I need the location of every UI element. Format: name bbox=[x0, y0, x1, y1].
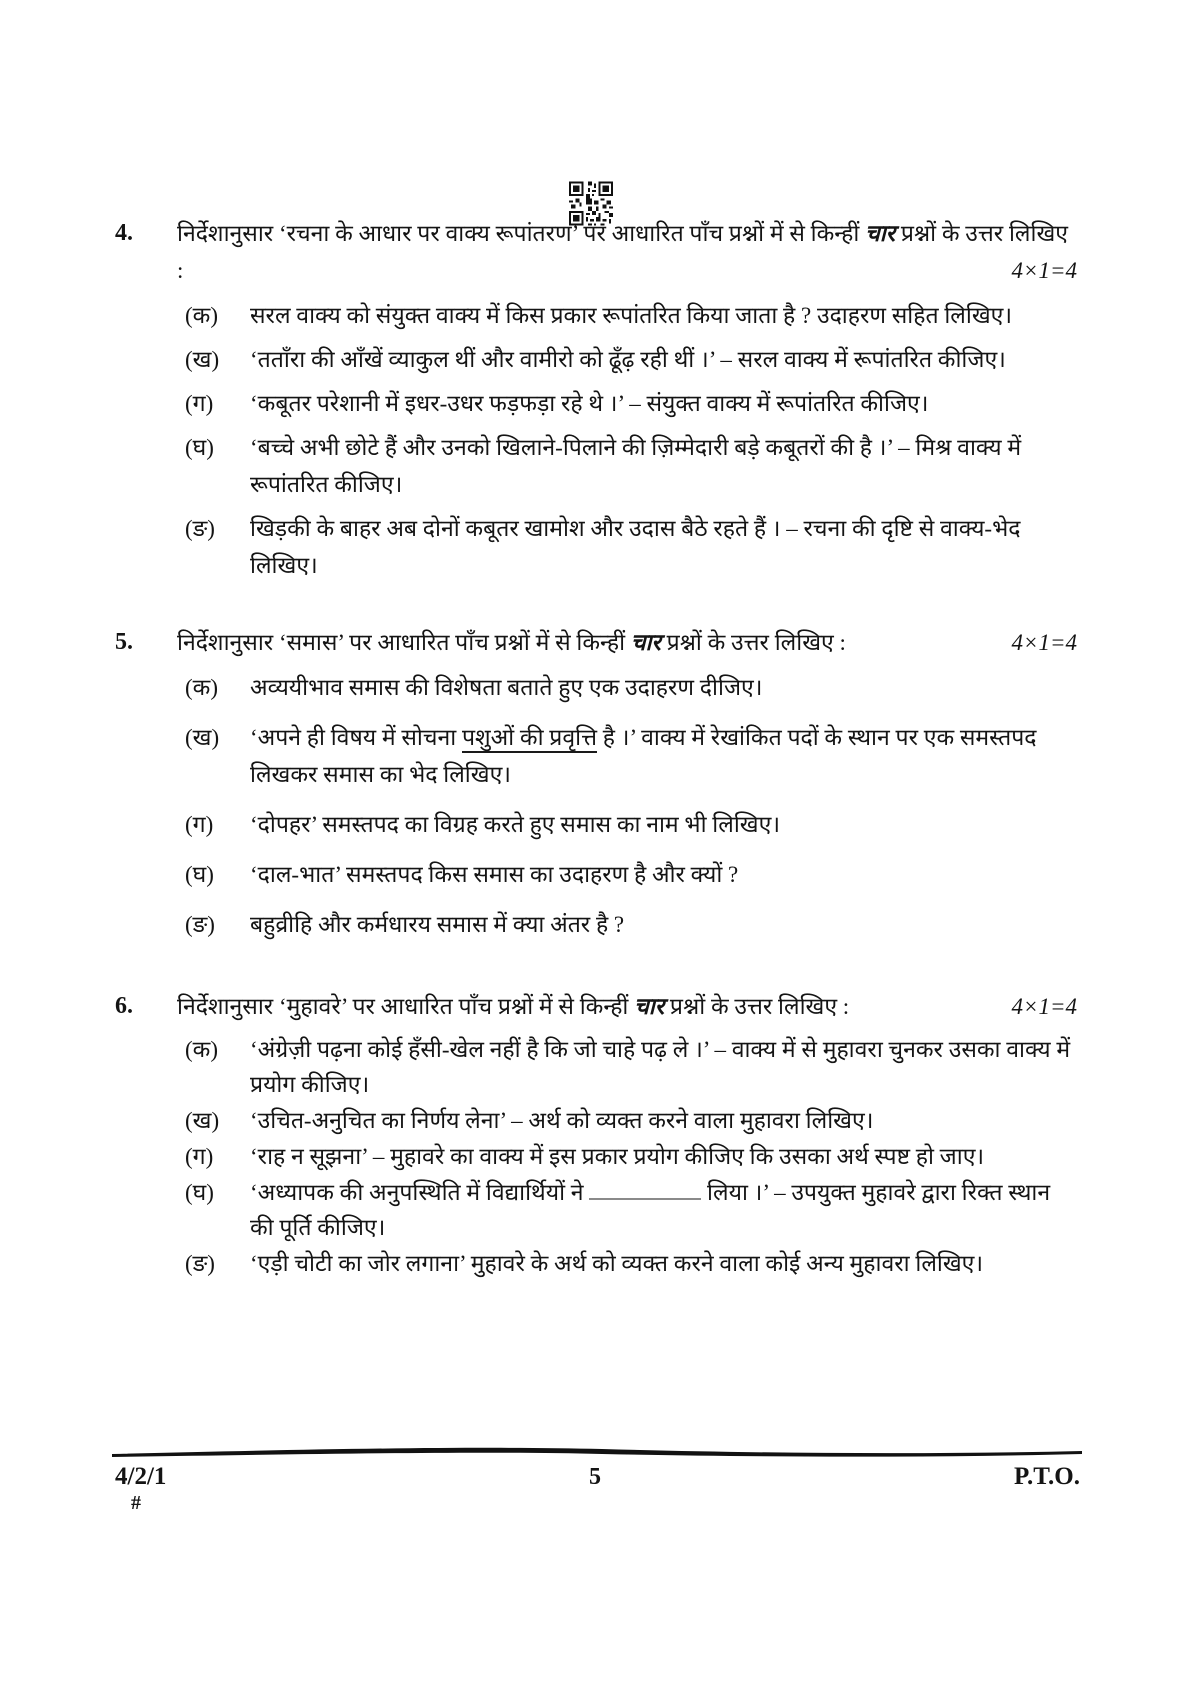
sub-question-text: ‘कबूतर परेशानी में इधर-उधर फड़फड़ा रहे थे ।’ – संयुक्त वाक्य में रूपांतरित कीजिए। bbox=[250, 391, 929, 416]
sub-question bbox=[115, 856, 1077, 893]
sub-question bbox=[115, 1246, 1077, 1281]
question-number: 6. bbox=[115, 993, 133, 1019]
sub-question-text: ‘अपने ही विषय में सोचना पशुओं की प्रवृत्ति है ।’ वाक्य में रेखांकित पदों के स्थान पर एक समस्तपद लिखकर समास का भेद लिखिए। bbox=[250, 725, 1037, 787]
sub-question-label: (घ) bbox=[185, 862, 214, 887]
question-4 bbox=[115, 215, 1077, 584]
sub-question bbox=[115, 719, 1077, 793]
sub-question bbox=[115, 297, 1077, 334]
sub-question-label: (ग) bbox=[185, 1144, 214, 1169]
footer-divider-rule bbox=[112, 1446, 1082, 1460]
bold-keyword: चार bbox=[865, 221, 896, 246]
sub-question-label: (ङ) bbox=[185, 912, 215, 937]
sub-question-label: (ङ) bbox=[185, 516, 215, 541]
sub-question bbox=[115, 806, 1077, 843]
hash-symbol: # bbox=[131, 1492, 141, 1514]
sub-question-label: (क) bbox=[185, 1037, 218, 1062]
sub-question bbox=[115, 385, 1077, 422]
bold-keyword: चार bbox=[630, 630, 661, 655]
sub-question-text: ‘अध्यापक की अनुपस्थिति में विद्यार्थियों ने लिया ।’ – उपयुक्त मुहावरे द्वारा रिक्त स्थान की पूर्ति कीजिए। bbox=[250, 1180, 1051, 1240]
question-5 bbox=[115, 624, 1077, 943]
sub-question bbox=[115, 429, 1077, 503]
sub-question-text: ‘तताँरा की आँखें व्याकुल थीं और वामीरो को ढूँढ़ रही थीं ।’ – सरल वाक्य में रूपांतरित कीजिए। bbox=[250, 347, 1006, 372]
paper-code: 4/2/1 bbox=[115, 1463, 167, 1490]
sub-question-label: (घ) bbox=[185, 435, 214, 460]
sub-question-text: ‘उचित-अनुचित का निर्णय लेना’ – अर्थ को व्यक्त करने वाला मुहावरा लिखिए। bbox=[250, 1108, 874, 1133]
sub-question-label: (ग) bbox=[185, 812, 214, 837]
sub-question-text: ‘दाल-भात’ समस्तपद किस समास का उदाहरण है और क्यों ? bbox=[250, 862, 739, 887]
marks-label: 4×1=4 bbox=[1011, 994, 1077, 1019]
question-header-text: निर्देशानुसार ‘समास’ पर आधारित पाँच प्रश्नों में से किन्हीं चार प्रश्नों के उत्तर लिखिए : 4×1=4 bbox=[177, 624, 1077, 661]
marks-label: 4×1=4 bbox=[1011, 630, 1077, 655]
question-header-text: निर्देशानुसार ‘मुहावरे’ पर आधारित पाँच प्रश्नों में से किन्हीं चार प्रश्नों के उत्तर लिखिए : 4×1=4 bbox=[177, 989, 1077, 1024]
sub-question-text: बहुव्रीहि और कर्मधारय समास में क्या अंतर है ? bbox=[250, 912, 625, 937]
sub-question bbox=[115, 1032, 1077, 1102]
page-number: 5 bbox=[589, 1464, 601, 1490]
sub-question-label: (घ) bbox=[185, 1180, 214, 1205]
sub-question-label: (ख) bbox=[185, 347, 220, 372]
sub-question bbox=[115, 1103, 1077, 1138]
sub-question bbox=[115, 906, 1077, 943]
underlined-phrase: पशुओं की प्रवृत्ति bbox=[462, 725, 597, 753]
sub-question-label: (ग) bbox=[185, 391, 214, 416]
sub-question-text: ‘एड़ी चोटी का जोर लगाना’ मुहावरे के अर्थ को व्यक्त करने वाला कोई अन्य मुहावरा लिखिए। bbox=[250, 1251, 984, 1276]
sub-question-label: (ङ) bbox=[185, 1251, 215, 1276]
sub-question-label: (क) bbox=[185, 303, 218, 328]
bold-keyword: चार bbox=[634, 994, 665, 1019]
sub-question bbox=[115, 341, 1077, 378]
fill-in-blank-line bbox=[589, 1196, 701, 1200]
pto-label: P.T.O. bbox=[1014, 1463, 1080, 1490]
sub-question bbox=[115, 1175, 1077, 1245]
question-number: 5. bbox=[115, 629, 133, 655]
sub-question-text: ‘राह न सूझना’ – मुहावरे का वाक्य में इस प्रकार प्रयोग कीजिए कि उसका अर्थ स्पष्ट हो जाए। bbox=[250, 1144, 985, 1169]
sub-question-text: ‘दोपहर’ समस्तपद का विग्रह करते हुए समास का नाम भी लिखिए। bbox=[250, 812, 781, 837]
sub-question-label: (क) bbox=[185, 675, 218, 700]
sub-question-text: सरल वाक्य को संयुक्त वाक्य में किस प्रकार रूपांतरित किया जाता है ? उदाहरण सहित लिखिए। bbox=[250, 303, 1013, 328]
sub-question-label: (ख) bbox=[185, 725, 220, 750]
question-header-text: निर्देशानुसार ‘रचना के आधार पर वाक्य रूपांतरण’ पर आधारित पाँच प्रश्नों में से किन्हीं चार प्रश्नों के उत्तर लिखिए : 4×1=4 bbox=[177, 215, 1077, 289]
sub-question-text: ‘बच्चे अभी छोटे हैं और उनको खिलाने-पिलाने की ज़िम्मेदारी बड़े कबूतरों की है ।’ – मिश्र वाक्य में रूपांतरित कीजिए। bbox=[250, 435, 1022, 497]
sub-question-text: खिड़की के बाहर अब दोनों कबूतर खामोश और उदास बैठे रहते हैं । – रचना की दृष्टि से वाक्य-भेद लिखिए। bbox=[250, 516, 1021, 578]
sub-question-text: अव्ययीभाव समास की विशेषता बताते हुए एक उदाहरण दीजिए। bbox=[250, 675, 763, 700]
question-number: 4. bbox=[115, 220, 133, 246]
question-6 bbox=[115, 989, 1077, 1281]
sub-question bbox=[115, 669, 1077, 706]
marks-label: 4×1=4 bbox=[1011, 258, 1077, 283]
sub-question-label: (ख) bbox=[185, 1108, 220, 1133]
sub-question-text: ‘अंग्रेज़ी पढ़ना कोई हँसी-खेल नहीं है कि जो चाहे पढ़ ले ।’ – वाक्य में से मुहावरा चुनकर उसका वाक्य में प्रयोग कीजिए। bbox=[250, 1037, 1071, 1097]
sub-question bbox=[115, 1139, 1077, 1174]
sub-question bbox=[115, 510, 1077, 584]
